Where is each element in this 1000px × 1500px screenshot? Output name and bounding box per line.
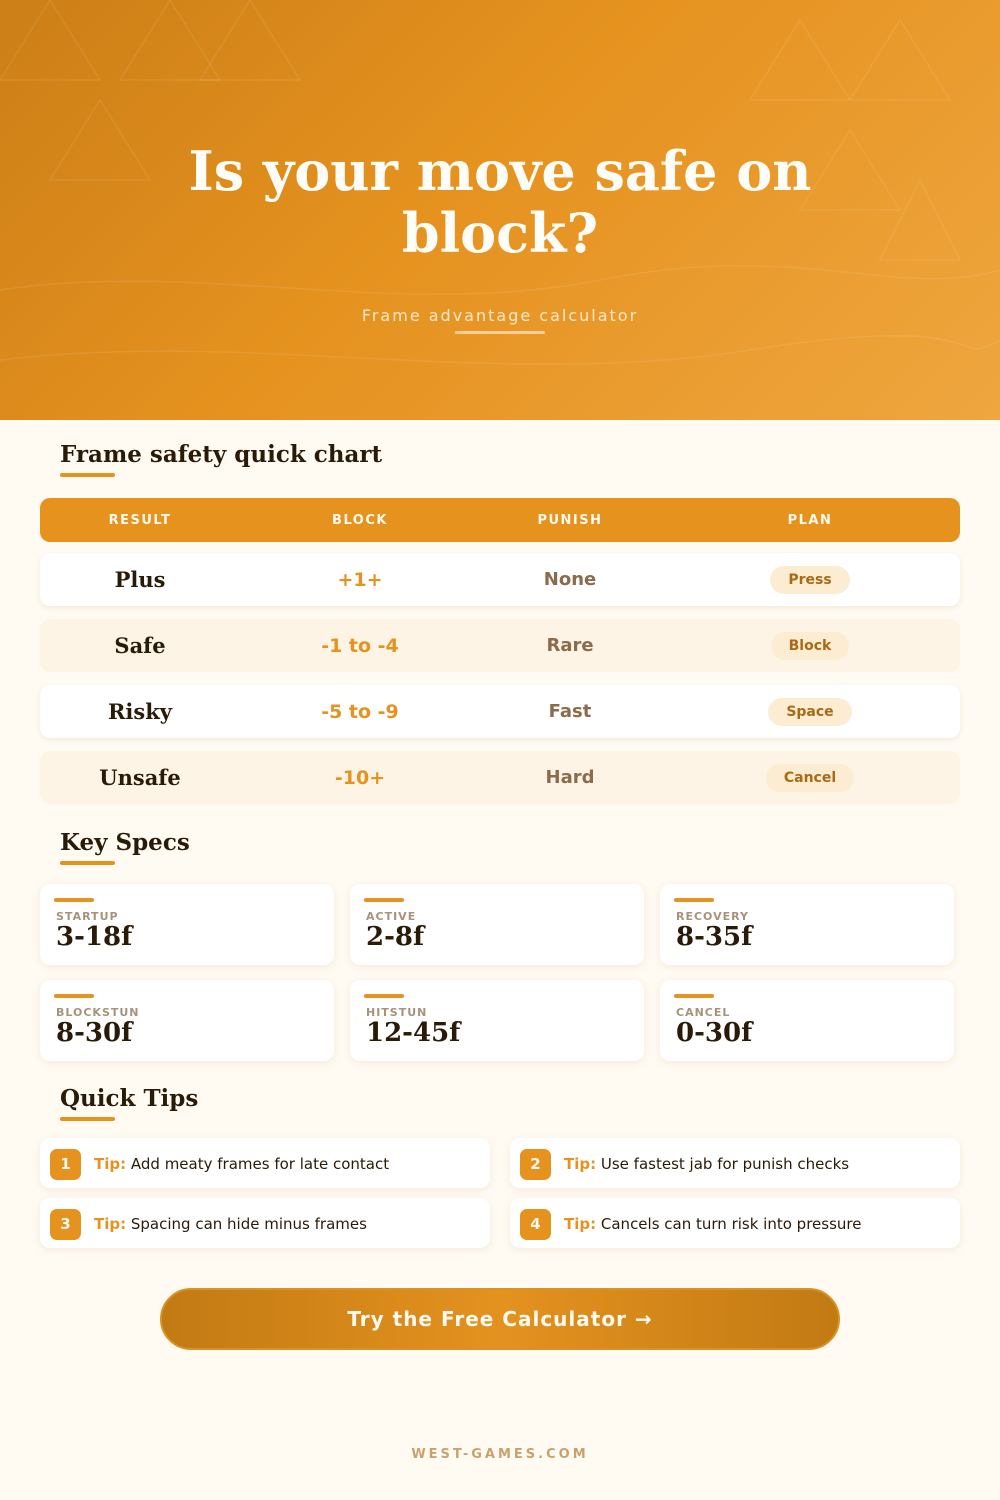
block-cell: -10+ bbox=[334, 766, 386, 789]
tip-number-badge: 3 bbox=[50, 1209, 81, 1240]
column-header-punish: PUNISH bbox=[537, 512, 603, 528]
result-cell: Unsafe bbox=[99, 765, 181, 790]
tip-card bbox=[510, 1198, 960, 1248]
page-title: Is your move safe on block? bbox=[188, 139, 812, 265]
tip-prefix: Tip: bbox=[94, 1215, 127, 1233]
spec-value: 0-30f bbox=[676, 1018, 753, 1048]
spec-card-recovery bbox=[660, 884, 954, 965]
tip-body: Add meaty frames for late contact bbox=[130, 1155, 390, 1173]
tip-number-badge: 1 bbox=[50, 1149, 81, 1180]
spec-label: HITSTUN bbox=[366, 1006, 428, 1019]
block-cell: +1+ bbox=[337, 568, 383, 591]
tip-card bbox=[40, 1198, 490, 1248]
chart-section-underline bbox=[60, 473, 115, 477]
tip-text bbox=[564, 1155, 849, 1173]
tip-prefix: Tip: bbox=[564, 1155, 597, 1173]
result-cell: Safe bbox=[114, 633, 166, 658]
punish-cell: None bbox=[543, 569, 597, 590]
tip-number-badge: 2 bbox=[520, 1149, 551, 1180]
spec-value: 8-35f bbox=[676, 922, 753, 952]
tip-text bbox=[564, 1215, 861, 1233]
spec-accent-bar bbox=[674, 898, 714, 902]
plan-badge: Press bbox=[770, 566, 849, 594]
page-subtitle: Frame advantage calculator bbox=[361, 306, 639, 325]
hero-banner bbox=[0, 0, 1000, 420]
result-cell: Plus bbox=[114, 567, 166, 592]
table-header bbox=[40, 498, 960, 542]
tips-section-title: Quick Tips bbox=[60, 1085, 199, 1112]
spec-accent-bar bbox=[674, 994, 714, 998]
block-cell: -1 to -4 bbox=[321, 634, 399, 657]
spec-accent-bar bbox=[54, 898, 94, 902]
tip-text bbox=[94, 1215, 367, 1233]
subtitle-divider bbox=[455, 331, 545, 334]
spec-value: 8-30f bbox=[56, 1018, 133, 1048]
spec-accent-bar bbox=[54, 994, 94, 998]
spec-label: ACTIVE bbox=[366, 910, 417, 923]
table-row bbox=[40, 619, 960, 672]
table-row bbox=[40, 553, 960, 606]
plan-badge: Block bbox=[771, 632, 850, 660]
spec-accent-bar bbox=[364, 898, 404, 902]
spec-value: 3-18f bbox=[56, 922, 133, 952]
spec-label: BLOCKSTUN bbox=[56, 1006, 140, 1019]
spec-accent-bar bbox=[364, 994, 404, 998]
column-header-result: RESULT bbox=[108, 512, 172, 528]
block-cell: -5 to -9 bbox=[321, 700, 399, 723]
spec-value: 12-45f bbox=[366, 1018, 461, 1048]
tip-prefix: Tip: bbox=[564, 1215, 597, 1233]
spec-value: 2-8f bbox=[366, 922, 425, 952]
spec-card-blockstun bbox=[40, 980, 334, 1061]
spec-label: STARTUP bbox=[56, 910, 119, 923]
punish-cell: Hard bbox=[545, 767, 595, 788]
spec-card-startup bbox=[40, 884, 334, 965]
plan-badge: Space bbox=[768, 698, 851, 726]
spec-card-hitstun bbox=[350, 980, 644, 1061]
plan-badge: Cancel bbox=[766, 764, 854, 792]
result-cell: Risky bbox=[107, 699, 172, 724]
try-calculator-button[interactable]: Try the Free Calculator → bbox=[160, 1288, 840, 1350]
punish-cell: Fast bbox=[548, 701, 592, 722]
tip-body: Use fastest jab for punish checks bbox=[600, 1155, 850, 1173]
column-header-plan: PLAN bbox=[787, 512, 833, 528]
tip-card bbox=[40, 1138, 490, 1188]
spec-card-cancel bbox=[660, 980, 954, 1061]
punish-cell: Rare bbox=[546, 635, 594, 656]
spec-label: RECOVERY bbox=[676, 910, 749, 923]
tip-prefix: Tip: bbox=[94, 1155, 127, 1173]
column-header-block: BLOCK bbox=[332, 512, 388, 528]
tip-text bbox=[94, 1155, 389, 1173]
tips-section-underline bbox=[60, 1117, 115, 1121]
tip-number-badge: 4 bbox=[520, 1209, 551, 1240]
table-row bbox=[40, 751, 960, 804]
table-row bbox=[40, 685, 960, 738]
tip-card bbox=[510, 1138, 960, 1188]
specs-section-title: Key Specs bbox=[60, 829, 190, 856]
tip-body: Cancels can turn risk into pressure bbox=[600, 1215, 862, 1233]
spec-card-active bbox=[350, 884, 644, 965]
chart-section-title: Frame safety quick chart bbox=[60, 441, 383, 468]
footer-site-link[interactable]: WEST-GAMES.COM bbox=[411, 1447, 589, 1462]
specs-section-underline bbox=[60, 861, 115, 865]
spec-label: CANCEL bbox=[676, 1006, 731, 1019]
tip-body: Spacing can hide minus frames bbox=[130, 1215, 367, 1233]
